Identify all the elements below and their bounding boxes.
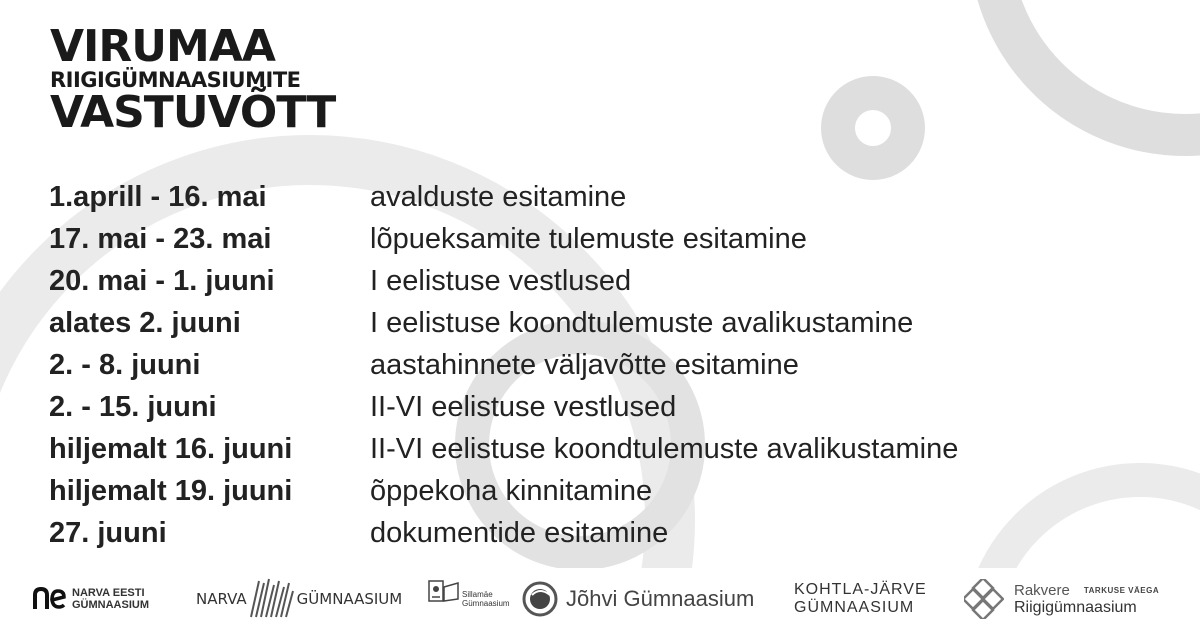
schedule-row — [49, 176, 958, 218]
schedule-row — [49, 302, 958, 344]
schedule-date: 27. juuni — [49, 516, 167, 549]
schedule-event: õppekoha kinnitamine — [370, 474, 653, 507]
sillamae-logo — [428, 568, 510, 630]
bg-ring-top-right — [990, 0, 1200, 135]
johvi-name: Jõhvi Gümnaasium — [566, 586, 755, 611]
schedule-date: 2. - 15. juuni — [49, 390, 217, 423]
narva-stripes-icon — [247, 577, 297, 621]
johvi-circle-icon — [522, 581, 558, 617]
schedule-row — [49, 428, 958, 470]
johvi-logo — [522, 568, 754, 630]
rakvere-tagline: TARKUSE VÄEGA — [1083, 586, 1160, 596]
schedule-event: II-VI eelistuse vestlused — [370, 390, 677, 423]
schedule-row — [49, 386, 958, 428]
kohtla-line2: GÜMNAASIUM — [794, 599, 915, 616]
rakvere-logo — [964, 568, 1159, 630]
schedule-date: 17. mai - 23. mai — [49, 222, 272, 255]
schedule-event: I eelistuse koondtulemuste avalikustamine — [370, 306, 914, 339]
schedule-row — [49, 512, 958, 554]
rakvere-knot-icon — [964, 579, 1004, 619]
schedule-row — [49, 218, 958, 260]
narva-eesti-mark-icon — [32, 585, 66, 613]
title-line-3: VASTUVÕTT — [50, 87, 336, 138]
schedule-date: alates 2. juuni — [49, 306, 241, 339]
narva-left-text: NARVA — [196, 590, 247, 608]
sillamae-crest-icon — [428, 579, 460, 619]
schedule-event: II-VI eelistuse koondtulemuste avalikustamine — [370, 432, 959, 465]
schedule-event: dokumentide esitamine — [370, 516, 669, 549]
admission-schedule — [49, 176, 958, 554]
narva-eesti-line2: GÜMNAASIUM — [72, 599, 149, 611]
sillamae-line1: Sillamäe — [462, 590, 493, 599]
schedule-date: hiljemalt 16. juuni — [49, 432, 293, 465]
schedule-date: 1.aprill - 16. mai — [49, 180, 267, 213]
schedule-event: I eelistuse vestlused — [370, 264, 632, 297]
narva-gymnasium-logo — [196, 568, 402, 630]
narva-right-text: GÜMNAASIUM — [296, 590, 403, 608]
title-line-2: RIIGIGÜMNAASIUMITE — [50, 68, 301, 92]
schedule-row — [49, 344, 958, 386]
schedule-event: aastahinnete väljavõtte esitamine — [370, 348, 799, 381]
kohtla-line1: KOHTLA-JÄRVE — [794, 581, 927, 598]
schedule-row — [49, 260, 958, 302]
rakvere-line2: Riigigümnaasium — [1014, 598, 1137, 616]
rakvere-line1: Rakvere — [1014, 581, 1070, 599]
schedule-row — [49, 470, 958, 512]
narva-eesti-line1: NARVA EESTI — [72, 587, 145, 599]
bg-ring-small — [838, 93, 908, 163]
kohtla-jarve-logo — [794, 568, 927, 630]
narva-eesti-logo — [32, 568, 149, 630]
schedule-date: hiljemalt 19. juuni — [49, 474, 293, 507]
school-logos-bar — [0, 568, 1200, 630]
title-line-1: VIRUMAA — [50, 21, 275, 72]
schedule-event: lõpueksamite tulemuste esitamine — [370, 222, 807, 255]
sillamae-line2: Gümnaasium — [462, 599, 510, 608]
schedule-date: 20. mai - 1. juuni — [49, 264, 275, 297]
page-title — [50, 21, 336, 138]
schedule-date: 2. - 8. juuni — [49, 348, 201, 381]
schedule-event: avalduste esitamine — [370, 180, 627, 213]
